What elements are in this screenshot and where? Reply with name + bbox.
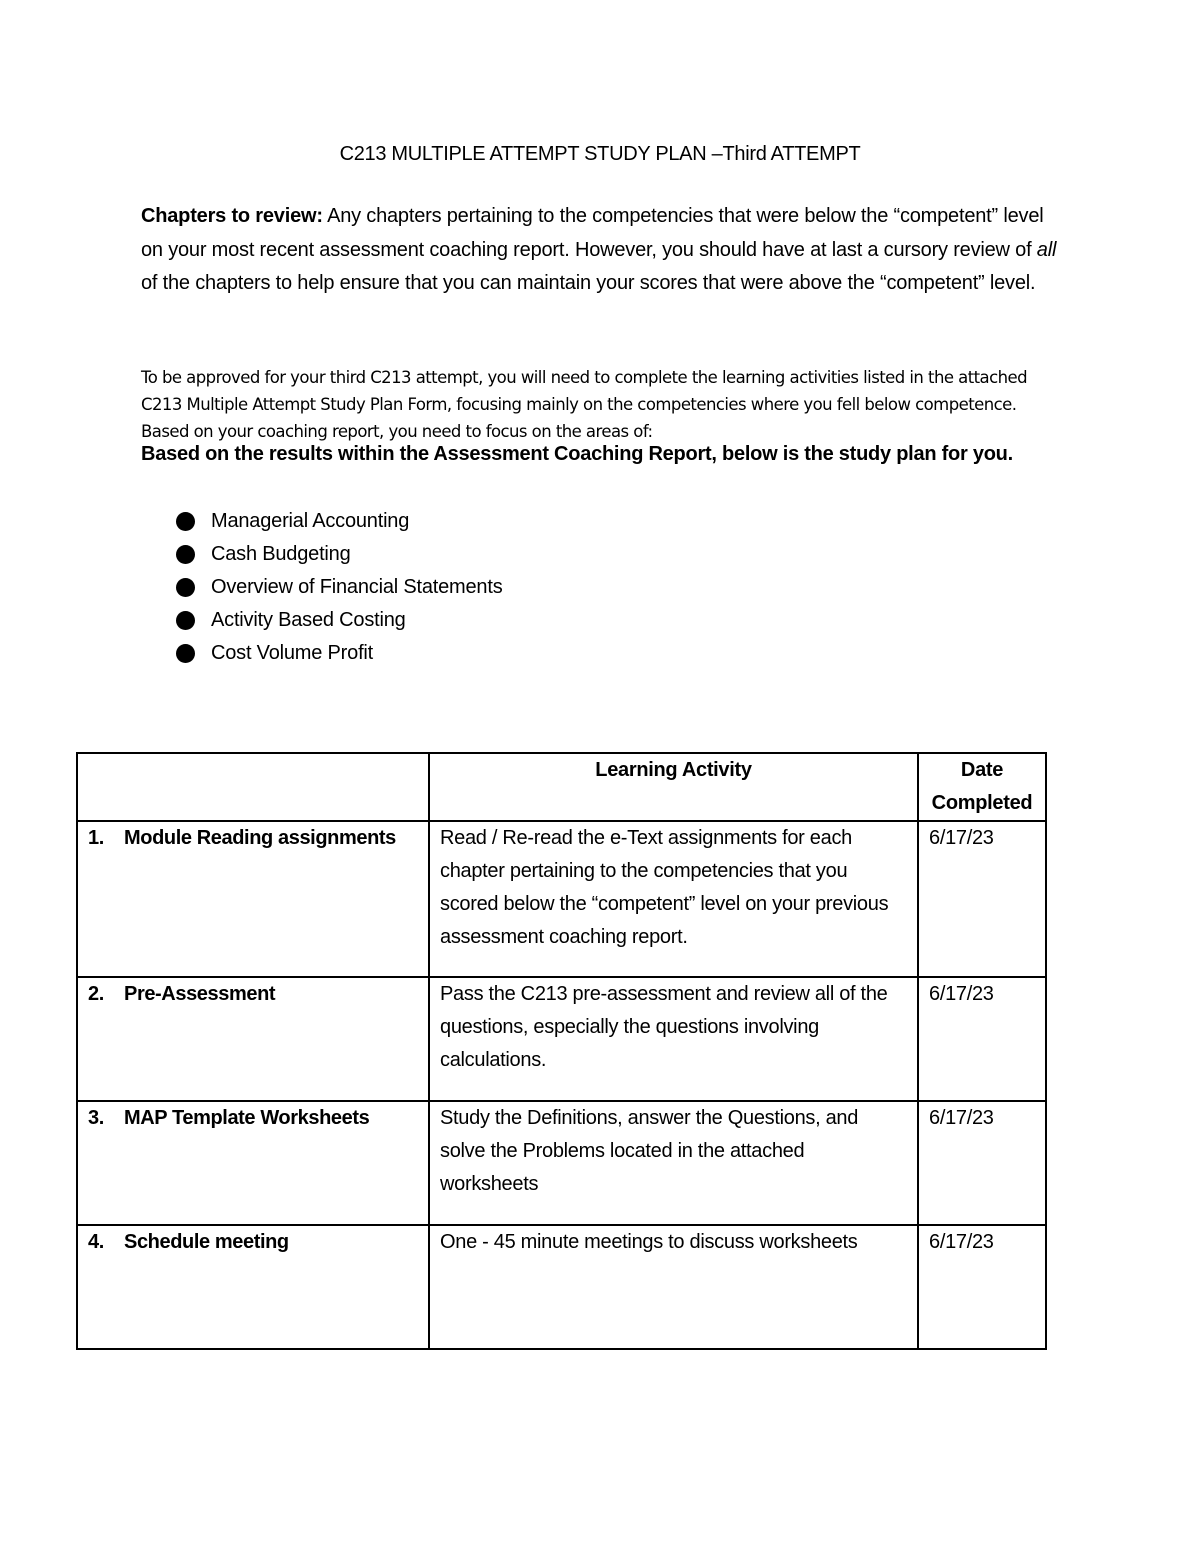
table-row bbox=[77, 977, 1046, 1101]
task-cell bbox=[77, 977, 429, 1101]
list-item bbox=[176, 505, 503, 538]
document-title: C213 MULTIPLE ATTEMPT STUDY PLAN –Third ATTEMPT bbox=[339, 143, 861, 165]
activity-cell: Study the Definitions, answer the Questions, and solve the Problems located in the attached worksheets bbox=[429, 1101, 918, 1225]
header-cell-blank bbox=[77, 753, 429, 821]
bullet-icon bbox=[176, 611, 195, 630]
focus-area-label: Managerial Accounting bbox=[211, 510, 410, 532]
task-cell bbox=[77, 1101, 429, 1225]
focus-area-label: Cost Volume Profit bbox=[211, 642, 374, 664]
activity-cell: Read / Re-read the e-Text assignments for each chapter pertaining to the competencies that you scored below the “competent” level on your previous assessment coaching report. bbox=[429, 821, 918, 977]
chapters-text-2: of the chapters to help ensure that you can maintain your scores that were above the “competent” level. bbox=[141, 272, 1036, 294]
chapters-emphasis: all bbox=[1036, 238, 1057, 261]
header-learning-activity: Learning Activity bbox=[429, 753, 918, 821]
task-label: MAP Template Worksheets bbox=[124, 1107, 370, 1129]
date-cell: 6/17/23 bbox=[918, 821, 1046, 977]
bullet-icon bbox=[176, 644, 195, 663]
date-cell: 6/17/23 bbox=[918, 1101, 1046, 1225]
task-number: 2. bbox=[88, 983, 104, 1005]
header-date-completed: Date Completed bbox=[918, 753, 1046, 821]
bullet-icon bbox=[176, 545, 195, 564]
focus-area-label: Overview of Financial Statements bbox=[211, 576, 503, 598]
focus-area-label: Activity Based Costing bbox=[211, 609, 406, 631]
focus-area-label: Cash Budgeting bbox=[211, 543, 351, 565]
table-header-row bbox=[77, 753, 1046, 821]
list-item bbox=[176, 571, 503, 604]
chapters-text-1: Any chapters pertaining to the competencies that were below the “competent” level on your most recent assessment coaching report. However, you should have at last a cursory review of bbox=[141, 205, 1044, 261]
list-item bbox=[176, 538, 503, 571]
study-plan-table bbox=[76, 752, 1047, 1350]
date-cell: 6/17/23 bbox=[918, 1225, 1046, 1349]
focus-areas-list bbox=[176, 505, 503, 670]
date-cell: 6/17/23 bbox=[918, 977, 1046, 1101]
bullet-icon bbox=[176, 578, 195, 597]
chapters-to-review bbox=[141, 200, 1061, 301]
task-number: 3. bbox=[88, 1107, 104, 1129]
bullet-icon bbox=[176, 512, 195, 531]
study-plan-intro: Based on the results within the Assessment Coaching Report, below is the study plan for you. bbox=[141, 443, 1013, 465]
task-cell bbox=[77, 821, 429, 977]
task-number: 1. bbox=[88, 827, 104, 849]
task-cell bbox=[77, 1225, 429, 1349]
activity-cell: One - 45 minute meetings to discuss worksheets bbox=[429, 1225, 918, 1349]
task-label: Module Reading assignments bbox=[124, 827, 396, 849]
list-item bbox=[176, 637, 503, 670]
task-label: Schedule meeting bbox=[124, 1231, 289, 1253]
approval-paragraph: To be approved for your third C213 attempt, you will need to complete the learning activities listed in the attached C213 Multiple Attempt Study Plan Form, focusing mainly on the competencies where you fell below competence. Based on your coaching report, you need to focus on the areas of: bbox=[141, 368, 1028, 441]
table-row bbox=[77, 1225, 1046, 1349]
task-label: Pre-Assessment bbox=[124, 983, 276, 1005]
task-number: 4. bbox=[88, 1231, 104, 1253]
table-row bbox=[77, 821, 1046, 977]
chapters-label: Chapters to review: bbox=[141, 205, 323, 227]
list-item bbox=[176, 604, 503, 637]
table-row bbox=[77, 1101, 1046, 1225]
activity-cell: Pass the C213 pre-assessment and review all of the questions, especially the questions involving calculations. bbox=[429, 977, 918, 1101]
